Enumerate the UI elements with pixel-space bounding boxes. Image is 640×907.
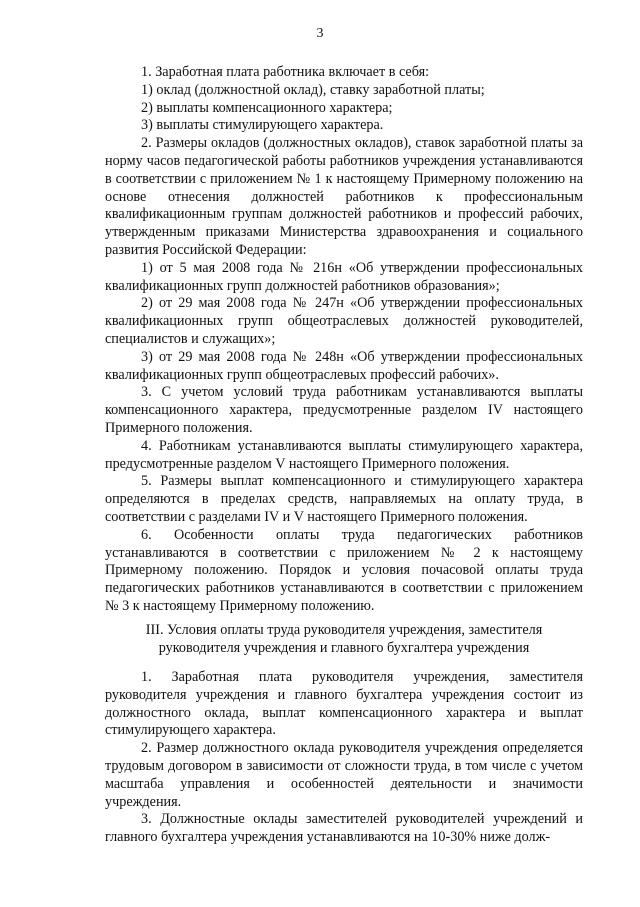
paragraph: 1) оклад (должностной оклад), ставку заработной платы; — [141, 81, 485, 98]
paragraph: 1. Заработная плата работника включает в себя: — [141, 64, 430, 80]
section-heading-line: руководителя учреждения и главного бухгалтера учреждения — [158, 640, 530, 656]
paragraph: 2. Размеры окладов (должностных окладов), ставок заработной платы за норму часов педагогической работы работников учреждения устанавливаются в соответствии с приложением № 1 к настоящему Примерному положению на основе отнесения должностей работников к профессиональным квалификационным группам должностей работников и профессий рабочих, утвержденным приказами Министерства здравоохранения и социального развития Российской Федерации: — [105, 135, 583, 258]
page-number: 3 — [316, 26, 324, 41]
paragraph: 2. Размер должностного оклада руководителя учреждения определяется трудовым договором в зависимости от сложности труда, в том числе с учетом масштаба управления и особенностей деятельности и значимости учреждения. — [105, 740, 583, 810]
paragraph: 3. Должностные оклады заместителей руководителей учреждений и главного бухгалтера учреждения устанавливаются на 10-30% ниже долж- — [105, 811, 583, 846]
section-heading-line: III. Условия оплаты труда руководителя учреждения, заместителя — [145, 622, 543, 638]
paragraph: 3. С учетом условий труда работникам устанавливаются выплаты компенсационного характера, предусмотренные разделом IV настоящего Примерного положения. — [105, 384, 583, 436]
paragraph: 1. Заработная плата руководителя учреждения, заместителя руководителя учреждения и главного бухгалтера учреждения состоит из должностного оклада, выплат компенсационного характера и выплат стимулирующего характера. — [105, 669, 583, 739]
section-heading — [105, 621, 583, 657]
paragraph: 3) выплаты стимулирующего характера. — [141, 117, 384, 134]
paragraph: 2) от 29 мая 2008 года № 247н «Об утверждении профессиональных квалификационных групп общеотраслевых должностей руководителей, специалистов и служащих»; — [105, 295, 583, 347]
paragraph: 3) от 29 мая 2008 года № 248н «Об утверждении профессиональных квалификационных групп общеотраслевых профессий рабочих». — [105, 348, 583, 383]
paragraph: 5. Размеры выплат компенсационного и стимулирующего характера определяются в пределах средств, направляемых на оплату труда, в соответствии с разделами IV и V настоящего Примерного положения. — [105, 473, 583, 525]
paragraph: 2) выплаты компенсационного характера; — [141, 99, 393, 116]
section-body-2 — [105, 669, 583, 847]
paragraph: 6. Особенности оплаты труда педагогических работников устанавливаются в соответствии с приложением № 2 к настоящему Примерному положению. Порядок и условия почасовой оплаты труда педагогических работников устанавливаются в соответствии с приложением № 3 к настоящему Примерному положению. — [105, 526, 583, 614]
section-body-1 — [105, 64, 583, 616]
paragraph: 1) от 5 мая 2008 года № 216н «Об утверждении профессиональных квалификационных групп должностей работников образования»; — [105, 259, 583, 294]
paragraph: 4. Работникам устанавливаются выплаты стимулирующего характера, предусмотренные разделом V настоящего Примерного положения. — [105, 437, 583, 472]
